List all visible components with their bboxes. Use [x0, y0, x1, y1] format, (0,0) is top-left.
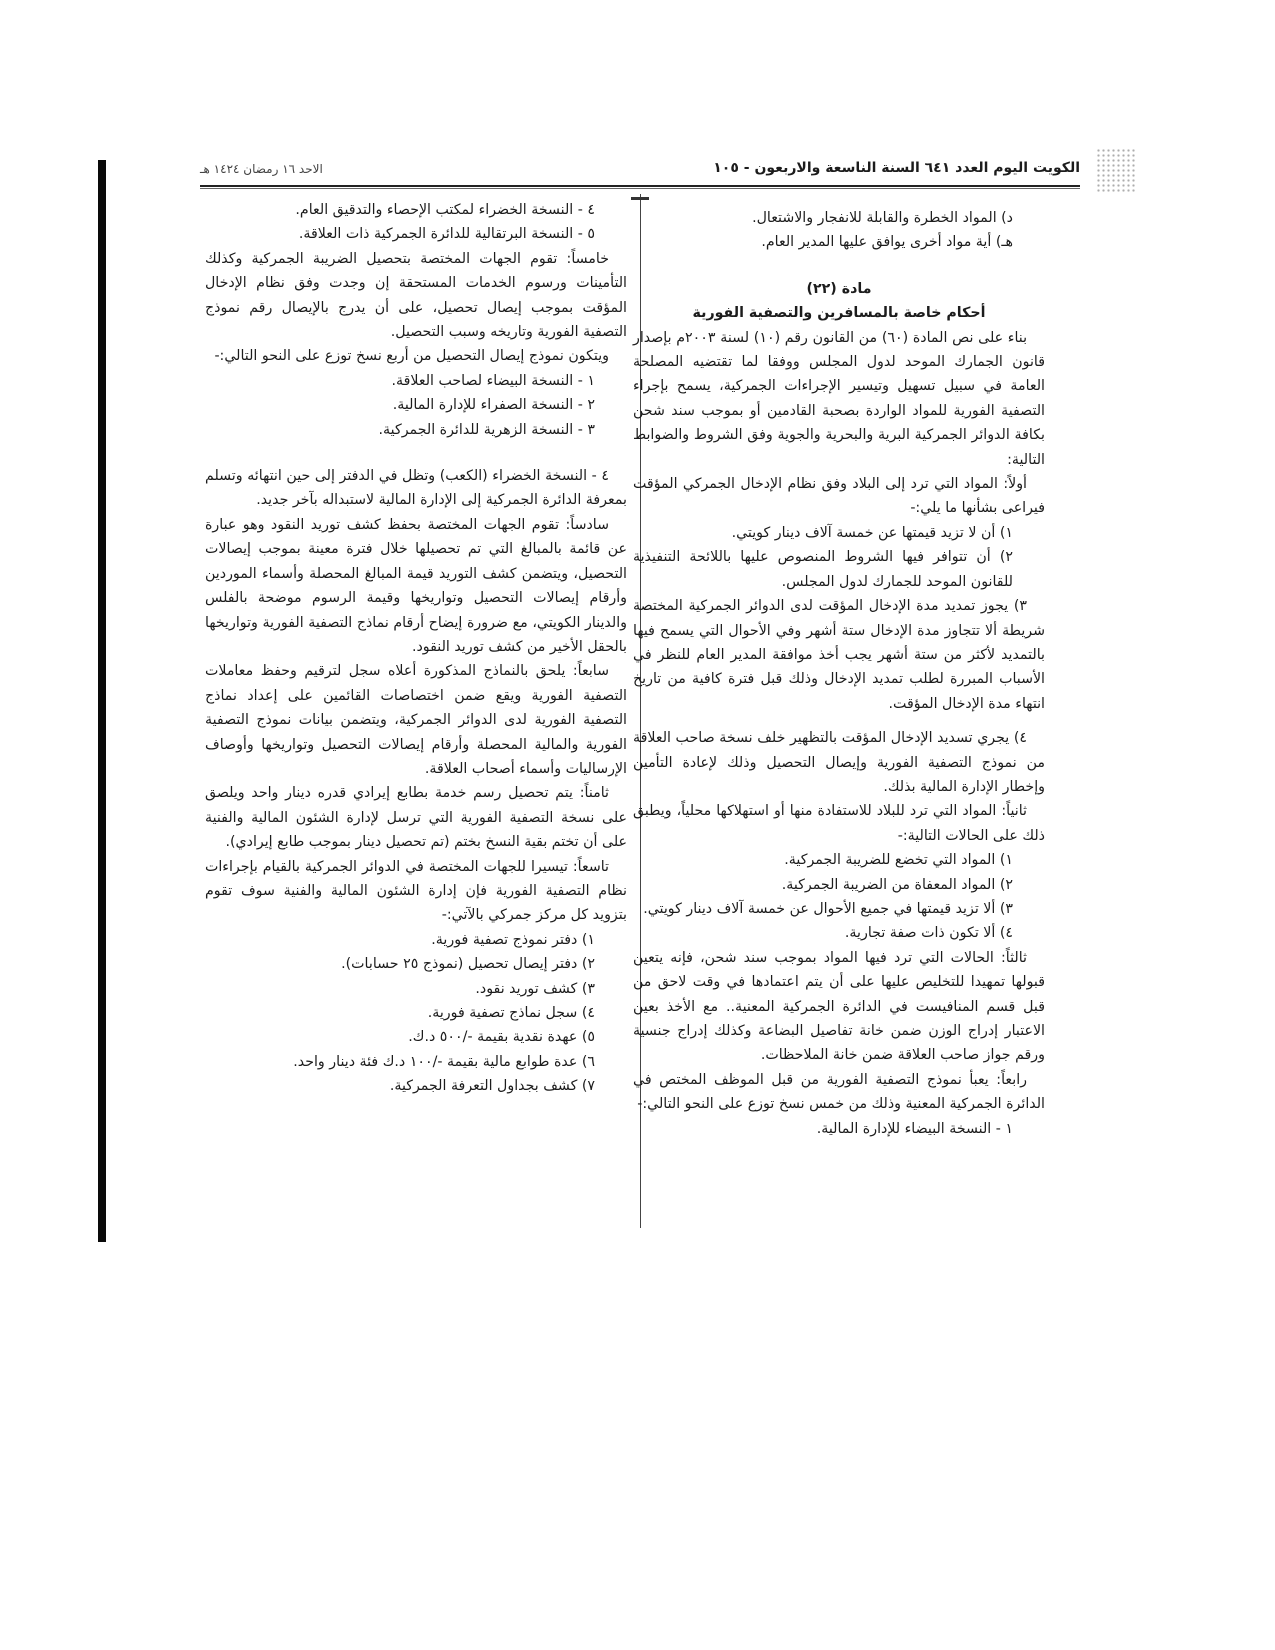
list-item: ١ - النسخة البيضاء لصاحب العلاقة. [391, 372, 595, 389]
left-column [205, 198, 627, 1099]
header-rule-thin [200, 188, 1080, 189]
receipt-intro: ويتكون نموذج إيصال التحصيل من أربع نسخ توزع على النحو التالي:- [214, 348, 609, 365]
list-item: ١) أن لا تزيد قيمتها عن خمسة آلاف دينار كويتي. [731, 524, 1013, 541]
list-item: ٢) المواد المعفاة من الضريبة الجمركية. [781, 876, 1013, 893]
header-rule [200, 185, 1080, 187]
list-item: ٥) عهدة نقدية بقيمة -/٥٠٠ د.ك. [408, 1029, 595, 1046]
section-third: ثالثاً: الحالات التي ترد فيها المواد بموجب سند شحن، فإنه يتعين قبولها تمهيدا للتخليص عليها على أن يتم اعتمادها في وقت لاحق من قبل قسم المنافيست في الدائرة الجمركية المعنية.. مع الأخذ بعين الاعتبار إدراج الوزن ضمن خانة تفاصيل البضاعة وكذلك إدراج جنسية ورقم جواز صاحب العلاقة ضمن خانة الملاحظات. [633, 949, 1045, 1064]
scan-border [98, 160, 106, 1242]
header-date: الاحد ١٦ رمضان ١٤٢٤ هـ [200, 162, 323, 176]
list-item: ١ - النسخة البيضاء للإدارة المالية. [816, 1120, 1013, 1137]
list-item: ٣ - النسخة الزهرية للدائرة الجمركية. [378, 421, 595, 438]
article-intro: بناء على نص المادة (٦٠) من القانون رقم (١٠) لسنة ٢٠٠٣م بإصدار قانون الجمارك الموحد لدول المجلس ووفقا لما تقتضيه المصلحة العامة في سبيل تسهيل وتيسير الإجراءات الجمركية، يسمح بإجراء التصفية الفورية للمواد الواردة بصحبة القادمين أو بموجب سند شحن بكافة الدوائر الجمركية البرية والبحرية والجوية وفق الشروط والضوابط التالية: [633, 329, 1045, 468]
section-fifth: خامساً: تقوم الجهات المختصة بتحصيل الضريبة الجمركية وكذلك التأمينات ورسوم الخدمات المستحقة إن وجدت وفق نظام الإدخال المؤقت بموجب إيصال تحصيل، على أن يدرج بالإيصال رقم نموذج التصفية الفورية وتاريخه وسبب التحصيل. [205, 250, 627, 341]
right-column [633, 206, 1045, 1141]
section-fourth: رابعاً: يعبأ نموذج التصفية الفورية من قبل الموظف المختص في الدائرة الجمركية المعنية وذلك من خمس نسخ توزع على النحو التالي:- [633, 1071, 1045, 1113]
list-item: ٤) سجل نماذج تصفية فورية. [427, 1005, 595, 1021]
list-item: ٧) كشف بجداول التعرفة الجمركية. [389, 1078, 595, 1095]
article-number: مادة (٢٢) [806, 280, 872, 297]
list-item: ١) دفتر نموذج تصفية فورية. [431, 931, 595, 948]
column-divider-mark [631, 197, 649, 200]
list-item: ٣) كشف توريد نقود. [475, 980, 595, 997]
list-item: ٥ - النسخة البرتقالية للدائرة الجمركية ذات العلاقة. [298, 226, 595, 243]
list-item: ٣) ألا تزيد قيمتها في جميع الأحوال عن خمسة آلاف دينار كويتي. [643, 900, 1013, 917]
page-header [200, 158, 1080, 184]
list-item: ٤) ألا تكون ذات صفة تجارية. [844, 925, 1013, 942]
list-item: ٤ - النسخة الخضراء (الكعب) وتظل في الدفتر إلى حين انتهائه وتسلم بمعرفة الدائرة الجمركية إلى الإدارة المالية لاستبداله بآخر جديد. [205, 468, 627, 509]
section-eighth: ثامناً: يتم تحصيل رسم خدمة بطابع إيرادي قدره دينار واحد ويلصق على نسخة التصفية الفورية التي ترسل لإدارة الشئون المالية والفنية على أن تختم بقية النسخ بختم (تم تحصيل دينار بموجب طابع إيرادي). [205, 785, 627, 851]
list-item: ١) المواد التي تخضع للضريبة الجمركية. [784, 852, 1013, 869]
section-sixth: سادساً: تقوم الجهات المختصة بحفظ كشف توريد النقود وهو عبارة عن قائمة بالمبالغ التي تم تحصيلها خلال فترة معينة بموجب إيصالات التحصيل، ويتضمن كشف التوريد قيمة المبالغ المحصلة وأسماء الموردين وأرقام إيصالات التحصيل وتواريخها وقيمة الرسوم موضحة بالفلس والدينار الكويتي، مع ضرورة إيضاح أرقام نماذج التصفية الفورية وتواريخها بالحقل الأخير من كشف توريد النقود. [205, 516, 627, 655]
section-seventh: سابعاً: يلحق بالنماذج المذكورة أعلاه سجل لترقيم وحفظ معاملات التصفية الفورية ويقع ضمن اختصاصات القائمين على إعداد نماذج التصفية الفورية لدى الدوائر الجمركية، ويتضمن بيانات نموذج التصفية الفورية والمالية المحصلة وأرقام إيصالات التحصيل وتواريخها وأوصاف الإرساليات وأسماء أصحاب العلاقة. [205, 663, 627, 777]
list-item: ٦) عدة طوابع مالية بقيمة -/١٠٠ د.ك فئة دينار واحد. [293, 1053, 595, 1070]
section-first: أولاً: المواد التي ترد إلى البلاد وفق نظام الإدخال الجمركي المؤقت فيراعى بشأنها ما يلي:- [633, 476, 1045, 517]
section-second: ثانياً: المواد التي ترد للبلاد للاستفادة منها أو استهلاكها محلياً، ويطبق ذلك على الحالات التالية:- [633, 803, 1045, 844]
list-item: ٤) يجري تسديد الإدخال المؤقت بالتظهير خلف نسخة صاحب العلاقة من نموذج التصفية الفورية وإيصال التحصيل وذلك لإعادة التأمين وإخطار الإدارة المالية بذلك. [633, 730, 1045, 795]
list-item: هـ) أية مواد أخرى يوافق عليها المدير العام. [761, 234, 1013, 251]
list-item: ٢) أن تتوافر فيها الشروط المنصوص عليها باللائحة التنفيذية للقانون الموحد للجمارك لدول المجلس. [633, 549, 1013, 590]
list-item: ٣) يجوز تمديد مدة الإدخال المؤقت لدى الدوائر الجمركية المختصة شريطة ألا تتجاوز مدة الإدخال ستة أشهر وفي الأحوال التي يسمح فيها بالتمديد لأكثر من ستة أشهر يجب أخذ موافقة المدير العام للنظر في الأسباب المبررة لطلب تمديد الإدخال وذلك قبل فترة كافية من تاريخ انتهاء مدة الإدخال المؤقت. [633, 598, 1045, 712]
list-item: ٢ - النسخة الصفراء للإدارة المالية. [392, 397, 595, 414]
list-item: د) المواد الخطرة والقابلة للانفجار والاشتعال. [752, 210, 1013, 226]
list-item: ٤ - النسخة الخضراء لمكتب الإحصاء والتدقيق العام. [295, 202, 595, 218]
list-item: ٢) دفتر إيصال تحصيل (نموذج ٢٥ حسابات). [341, 956, 595, 973]
section-ninth: تاسعاً: تيسيرا للجهات المختصة في الدوائر الجمركية بالقيام بإجراءات نظام التصفية الفورية فإن إدارة الشئون المالية والفنية سوف تقوم بتزويد كل مركز جمركي بالآتي:- [205, 858, 627, 924]
scan-noise [1096, 148, 1136, 192]
header-title: الكويت اليوم العدد ٦٤١ السنة الناسعة والاربعون - ١٠٥ [713, 160, 1080, 176]
article-title: أحكام خاصة بالمسافرين والتصفية الفورية [692, 305, 986, 322]
